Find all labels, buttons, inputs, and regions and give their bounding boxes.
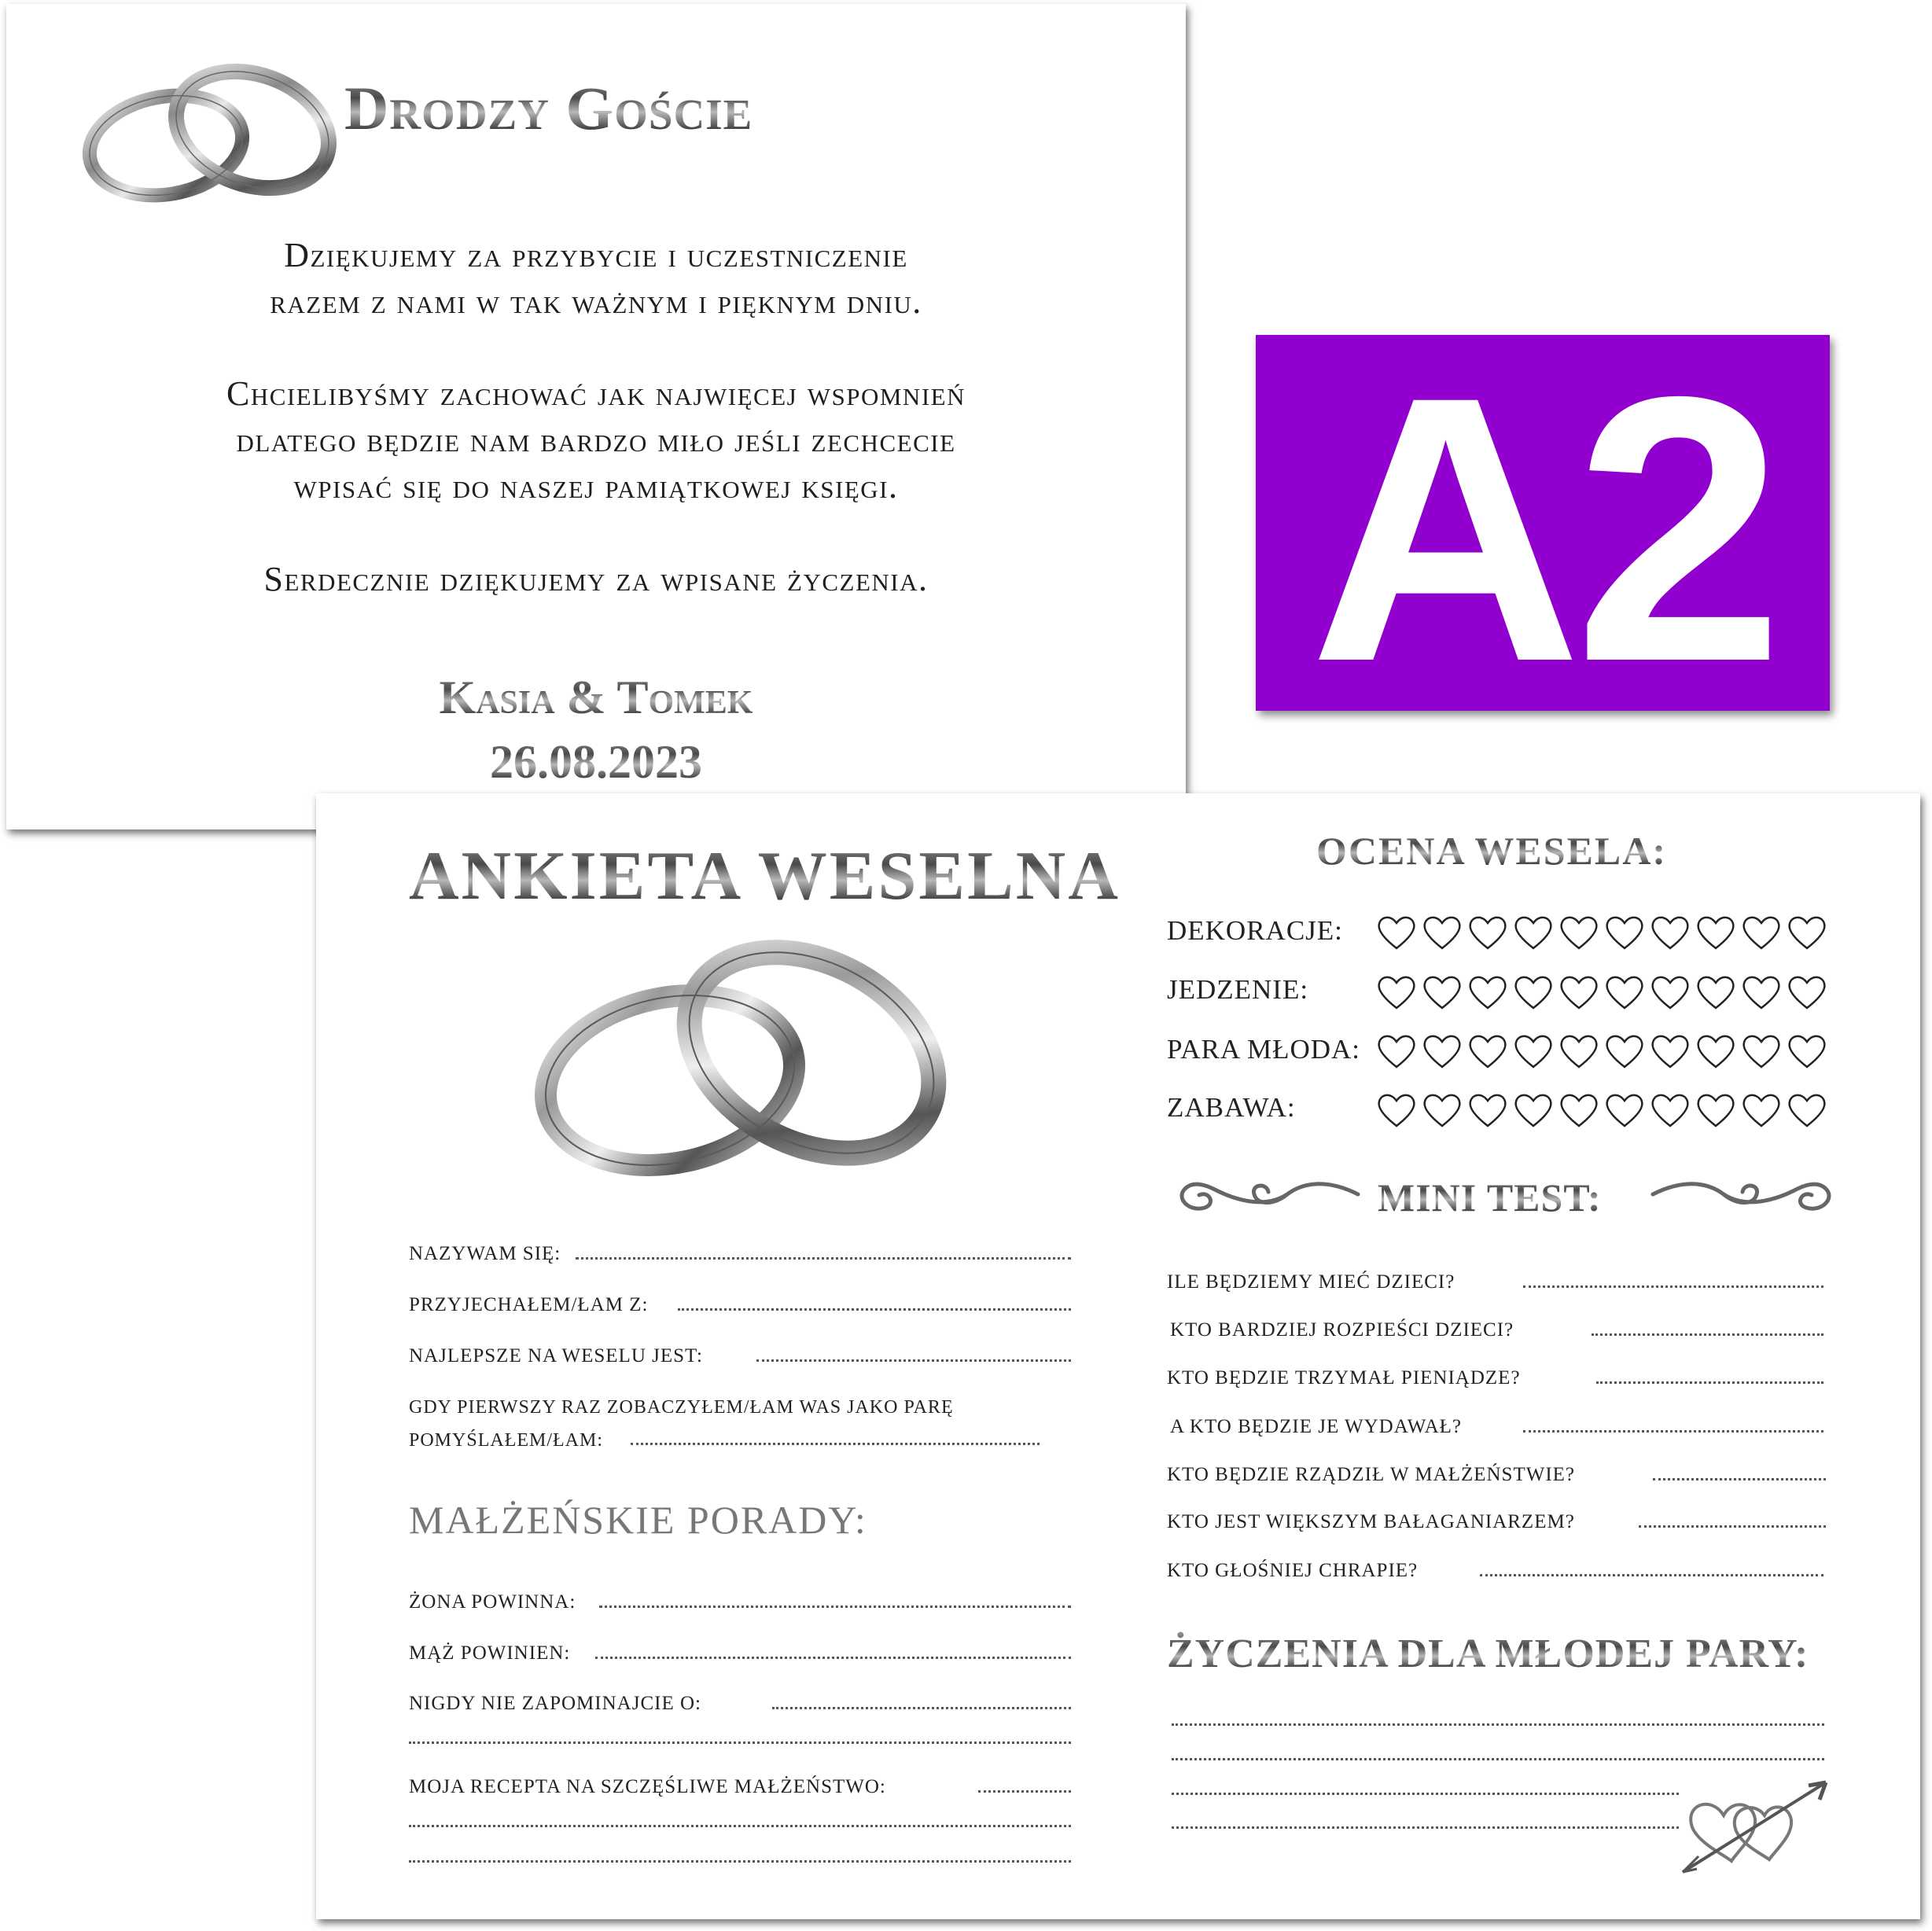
heart-icon[interactable] <box>1787 973 1827 1012</box>
heart-row <box>1376 973 1827 1012</box>
heart-icon[interactable] <box>1604 1032 1645 1071</box>
heart-row <box>1376 1091 1827 1130</box>
greeting-card <box>6 4 1186 829</box>
question-rule-line[interactable] <box>1653 1478 1826 1480</box>
text-line: Chcielibyśmy zachować jak najwięcej wspomnień <box>226 374 966 413</box>
advice-husband-label: MĄŻ POWINIEN: <box>409 1642 571 1664</box>
advice-husband-line[interactable] <box>595 1657 1071 1659</box>
paragraph-1 <box>6 232 1186 325</box>
text-line: wpisać się do naszej pamiątkowej księgi. <box>293 467 899 506</box>
wishes-line-3[interactable] <box>1172 1793 1679 1795</box>
text-line: dlatego będzie nam bardzo miło jeśli zechcecie <box>236 421 956 459</box>
heart-icon[interactable] <box>1604 973 1645 1012</box>
heart-icon[interactable] <box>1558 973 1599 1012</box>
heart-icon[interactable] <box>1695 1032 1736 1071</box>
wishes-line-2[interactable] <box>1172 1758 1824 1760</box>
heart-icon[interactable] <box>1695 1091 1736 1130</box>
heart-icon[interactable] <box>1558 1091 1599 1130</box>
field-name-line[interactable] <box>576 1257 1071 1260</box>
heart-icon[interactable] <box>1376 1032 1417 1071</box>
paragraph-3: Serdecznie dziękujemy za wpisane życzenia. <box>263 560 929 598</box>
heart-icon[interactable] <box>1650 913 1691 952</box>
question-spoil: KTO BARDZIEJ ROZPIEŚCI DZIECI? <box>1170 1319 1514 1341</box>
survey-card <box>316 793 1920 1919</box>
advice-never-forget-label: NIGDY NIE ZAPOMINAJCIE O: <box>409 1693 701 1714</box>
heart-icon[interactable] <box>1422 1091 1463 1130</box>
advice-title: MAŁŻEŃSKIE PORADY: <box>409 1498 867 1542</box>
heart-icon[interactable] <box>1741 973 1782 1012</box>
advice-wife-label: ŻONA POWINNA: <box>409 1591 576 1613</box>
question-spoil-line[interactable] <box>1592 1333 1823 1336</box>
text-line: razem z nami w tak ważnym i pięknym dniu. <box>270 282 922 321</box>
advice-never-forget-line-2[interactable] <box>409 1742 1071 1744</box>
question-money: KTO BĘDZIE TRZYMAŁ PIENIĄDZE? <box>1167 1367 1521 1388</box>
heart-icon[interactable] <box>1376 1091 1417 1130</box>
advice-recipe-line-3[interactable] <box>409 1860 1071 1863</box>
wedding-date: 26.08.2023 <box>6 735 1186 789</box>
question-mess-line[interactable] <box>1639 1525 1826 1528</box>
heart-icon[interactable] <box>1513 1032 1554 1071</box>
field-from-line[interactable] <box>678 1308 1071 1311</box>
paragraph-2 <box>6 370 1186 509</box>
rating-label-couple: PARA MŁODA: <box>1167 1034 1361 1065</box>
heart-icon[interactable] <box>1650 1032 1691 1071</box>
size-badge-label: A2 <box>1309 318 1776 740</box>
heart-icon[interactable] <box>1787 913 1827 952</box>
field-name-label: NAZYWAM SIĘ: <box>409 1243 561 1264</box>
mini-test-title: MINI TEST: <box>1378 1175 1602 1219</box>
wedding-rings-icon <box>75 59 359 216</box>
field-from-label: PRZYJECHAŁEM/ŁAM Z: <box>409 1294 649 1315</box>
heart-icon[interactable] <box>1558 1032 1599 1071</box>
heart-icon[interactable] <box>1376 973 1417 1012</box>
question-mess: KTO JEST WIĘKSZYM BAŁAGANIARZEM? <box>1167 1511 1575 1532</box>
question-snore: KTO GŁOŚNIEJ CHRAPIE? <box>1167 1560 1419 1581</box>
heart-icon[interactable] <box>1558 913 1599 952</box>
advice-recipe-label: MOJA RECEPTA NA SZCZĘŚLIWE MAŁŻEŃSTWO: <box>409 1776 886 1797</box>
question-rule: KTO BĘDZIE RZĄDZIŁ W MAŁŻEŃSTWIE? <box>1167 1464 1576 1485</box>
heart-icon[interactable] <box>1650 973 1691 1012</box>
heart-icon[interactable] <box>1467 1091 1508 1130</box>
heart-icon[interactable] <box>1695 973 1736 1012</box>
heart-row <box>1376 1032 1827 1071</box>
rating-title: OCENA WESELA: <box>1316 829 1668 873</box>
flourish-right-icon <box>1645 1167 1842 1226</box>
wishes-title: ŻYCZENIA DLA MŁODEJ PARY: <box>1167 1631 1809 1676</box>
hearts-arrow-icon <box>1676 1768 1842 1878</box>
advice-recipe-line-2[interactable] <box>409 1825 1071 1827</box>
wishes-line-4[interactable] <box>1172 1826 1679 1829</box>
wishes-line-1[interactable] <box>1172 1723 1824 1726</box>
heart-icon[interactable] <box>1422 973 1463 1012</box>
advice-never-forget-line[interactable] <box>772 1707 1071 1709</box>
rating-label-fun: ZABAWA: <box>1167 1092 1296 1123</box>
heart-icon[interactable] <box>1376 913 1417 952</box>
field-first-sight-label: GDY PIERWSZY RAZ ZOBACZYŁEM/ŁAM WAS JAKO PARĘ <box>409 1397 954 1418</box>
heart-icon[interactable] <box>1513 973 1554 1012</box>
question-spend: A KTO BĘDZIE JE WYDAWAŁ? <box>1170 1416 1463 1437</box>
greeting-title: Drodzy Goście <box>344 74 753 142</box>
question-kids: ILE BĘDZIEMY MIEĆ DZIECI? <box>1167 1271 1455 1293</box>
heart-icon[interactable] <box>1422 913 1463 952</box>
heart-icon[interactable] <box>1650 1091 1691 1130</box>
wedding-rings-icon <box>521 935 977 1194</box>
heart-icon[interactable] <box>1741 1091 1782 1130</box>
heart-icon[interactable] <box>1513 1091 1554 1130</box>
heart-icon[interactable] <box>1695 913 1736 952</box>
heart-icon[interactable] <box>1787 1091 1827 1130</box>
heart-icon[interactable] <box>1467 1032 1508 1071</box>
rating-label-decor: DEKORACJE: <box>1167 915 1343 946</box>
field-thought-line[interactable] <box>631 1443 1040 1445</box>
couple-names: Kasia & Tomek <box>6 671 1186 725</box>
flourish-left-icon <box>1169 1167 1366 1226</box>
text-line: Dziękujemy za przybycie i uczestniczenie <box>284 236 908 274</box>
field-best-line[interactable] <box>756 1359 1071 1362</box>
rating-label-food: JEDZENIE: <box>1167 974 1309 1005</box>
advice-recipe-line[interactable] <box>978 1790 1071 1793</box>
size-badge <box>1256 318 1830 740</box>
heart-icon[interactable] <box>1604 1091 1645 1130</box>
heart-icon[interactable] <box>1604 913 1645 952</box>
heart-row <box>1376 913 1827 952</box>
question-kids-line[interactable] <box>1523 1285 1823 1288</box>
question-money-line[interactable] <box>1596 1381 1823 1384</box>
question-spend-line[interactable] <box>1523 1430 1823 1433</box>
heart-icon[interactable] <box>1467 913 1508 952</box>
field-best-label: NAJLEPSZE NA WESELU JEST: <box>409 1345 703 1366</box>
heart-icon[interactable] <box>1741 1032 1782 1071</box>
heart-icon[interactable] <box>1467 973 1508 1012</box>
heart-icon[interactable] <box>1513 913 1554 952</box>
heart-icon[interactable] <box>1422 1032 1463 1071</box>
field-thought-label: POMYŚLAŁEM/ŁAM: <box>409 1430 604 1451</box>
heart-icon[interactable] <box>1787 1032 1827 1071</box>
question-snore-line[interactable] <box>1480 1574 1823 1576</box>
heart-icon[interactable] <box>1741 913 1782 952</box>
survey-title: ANKIETA WESELNA <box>409 838 1121 914</box>
advice-wife-line[interactable] <box>599 1605 1071 1608</box>
